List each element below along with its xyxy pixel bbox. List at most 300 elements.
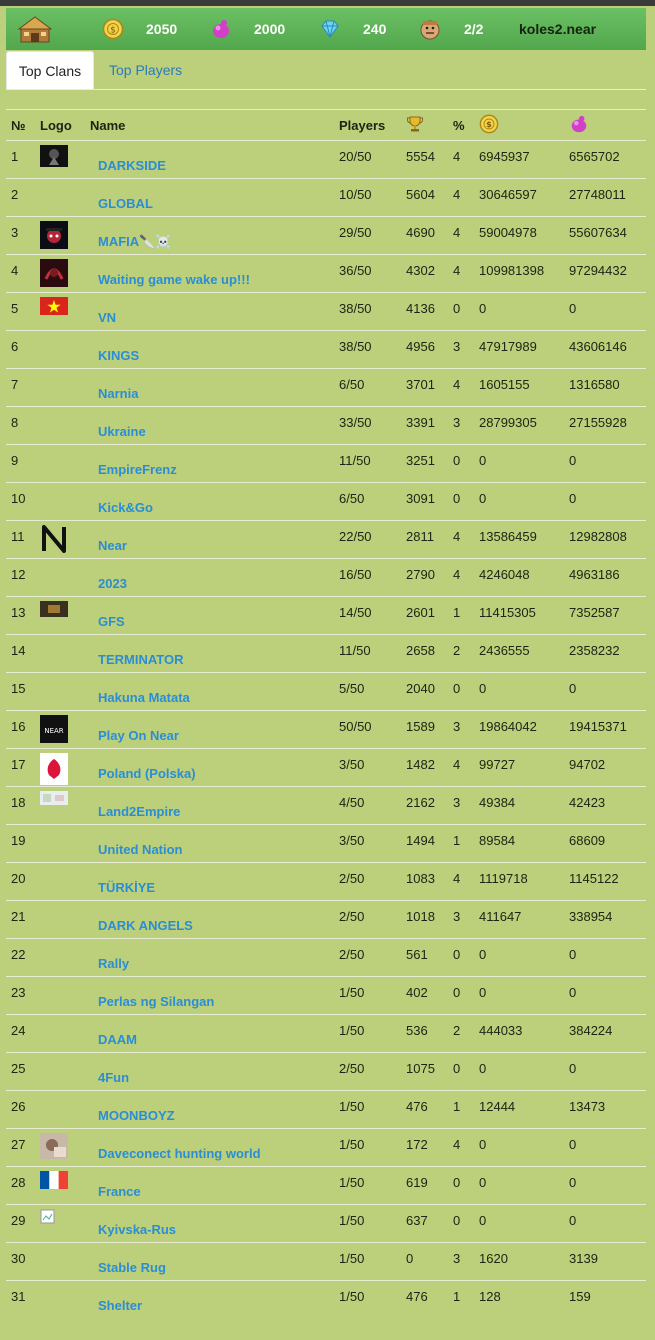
clan-name-link[interactable]: Poland (Polska) [98, 766, 196, 781]
table-row [6, 179, 646, 217]
clan-percent: 1 [448, 1281, 474, 1319]
clan-logo [35, 1281, 85, 1319]
clan-players: 1/50 [334, 1281, 401, 1319]
table-row [6, 217, 646, 255]
col-name: Name [85, 110, 334, 141]
clan-rank: 28 [6, 1167, 35, 1205]
clan-trophies: 2658 [401, 635, 448, 673]
svg-text:$: $ [486, 118, 492, 129]
clan-name-link[interactable]: 4Fun [98, 1070, 130, 1085]
clan-trophies: 5554 [401, 141, 448, 179]
table-row [6, 407, 646, 445]
table-row [6, 141, 646, 179]
clan-gold: 1119718 [474, 863, 564, 901]
clan-elixir: 55607634 [564, 217, 646, 255]
clan-players: 1/50 [334, 977, 401, 1015]
clan-name-link[interactable]: Perlas ng Silangan [98, 994, 215, 1009]
clan-logo [35, 673, 85, 711]
clan-gold: 59004978 [474, 217, 564, 255]
clan-percent: 2 [448, 635, 474, 673]
table-row [6, 1167, 646, 1205]
clan-players: 4/50 [334, 787, 401, 825]
col-number: № [6, 110, 35, 141]
clan-percent: 4 [448, 863, 474, 901]
clan-logo-vn-icon [40, 297, 85, 315]
clan-elixir: 2358232 [564, 635, 646, 673]
table-row [6, 369, 646, 407]
clan-rank: 16 [6, 711, 35, 749]
clan-players: 10/50 [334, 179, 401, 217]
clan-players: 6/50 [334, 483, 401, 521]
clan-players: 3/50 [334, 825, 401, 863]
clan-rank: 19 [6, 825, 35, 863]
clan-trophies: 4690 [401, 217, 448, 255]
clan-gold: 0 [474, 483, 564, 521]
clan-name-cell [85, 863, 334, 901]
clan-name-link[interactable]: TÜRKİYE [98, 880, 156, 895]
table-row [6, 1053, 646, 1091]
clan-gold: 30646597 [474, 179, 564, 217]
clan-name-cell [85, 293, 334, 331]
clan-percent: 0 [448, 977, 474, 1015]
elixir-drop-icon [210, 18, 232, 40]
clan-gold: 47917989 [474, 331, 564, 369]
clan-gold: 0 [474, 445, 564, 483]
clan-trophies: 561 [401, 939, 448, 977]
clan-gold: 411647 [474, 901, 564, 939]
clan-rank: 29 [6, 1205, 35, 1243]
clan-players: 22/50 [334, 521, 401, 559]
gems-stat [319, 8, 387, 50]
clan-rank: 30 [6, 1243, 35, 1281]
clan-gold: 13586459 [474, 521, 564, 559]
clan-logo [35, 901, 85, 939]
clan-logo [35, 407, 85, 445]
town-hall-icon[interactable] [18, 14, 52, 49]
clan-name-cell [85, 1091, 334, 1129]
clan-name-link[interactable]: DARKSIDE [98, 158, 166, 173]
clan-trophies: 172 [401, 1129, 448, 1167]
clan-players: 6/50 [334, 369, 401, 407]
clan-percent: 0 [448, 1167, 474, 1205]
clan-players: 14/50 [334, 597, 401, 635]
clan-logo [35, 863, 85, 901]
clan-gold: 4246048 [474, 559, 564, 597]
clan-name-cell [85, 1243, 334, 1281]
clan-name-link[interactable]: 2023 [98, 576, 127, 591]
clan-elixir: 384224 [564, 1015, 646, 1053]
clan-name-cell [85, 901, 334, 939]
clan-name-cell [85, 559, 334, 597]
clan-logo-france-icon [40, 1171, 85, 1189]
table-row [6, 863, 646, 901]
clan-logo-gfs-icon [40, 601, 85, 617]
clan-percent: 4 [448, 521, 474, 559]
tab-top-clans[interactable]: Top Clans [6, 51, 94, 89]
clan-name-link[interactable]: MAFIA🔪☠️ [98, 234, 172, 249]
clan-logo [35, 445, 85, 483]
clan-trophies: 637 [401, 1205, 448, 1243]
clan-gold: 0 [474, 673, 564, 711]
clan-percent: 3 [448, 787, 474, 825]
table-row [6, 483, 646, 521]
clan-name-link[interactable]: Land2Empire [98, 804, 181, 819]
clan-percent: 0 [448, 939, 474, 977]
gold-coin-icon [479, 118, 499, 137]
clan-name-cell [85, 673, 334, 711]
clan-name-link[interactable]: Waiting game wake up!!! [98, 272, 250, 287]
clan-rank: 12 [6, 559, 35, 597]
clan-players: 16/50 [334, 559, 401, 597]
clan-players: 11/50 [334, 635, 401, 673]
clan-percent: 0 [448, 445, 474, 483]
clan-rank: 20 [6, 863, 35, 901]
clan-rank: 31 [6, 1281, 35, 1319]
clan-trophies: 2790 [401, 559, 448, 597]
gems-amount: 240 [363, 21, 387, 37]
clan-rank: 5 [6, 293, 35, 331]
clan-name-cell [85, 1015, 334, 1053]
clan-name-link[interactable]: GFS [98, 614, 125, 629]
table-row [6, 331, 646, 369]
svg-text:NEAR: NEAR [44, 727, 64, 735]
clan-gold: 12444 [474, 1091, 564, 1129]
elixir-amount: 2000 [254, 21, 286, 37]
clan-elixir: 94702 [564, 749, 646, 787]
table-row [6, 825, 646, 863]
clan-players: 5/50 [334, 673, 401, 711]
clan-players: 20/50 [334, 141, 401, 179]
clan-name-link[interactable]: DAAM [98, 1032, 137, 1047]
clan-elixir: 1316580 [564, 369, 646, 407]
clan-elixir: 1145122 [564, 863, 646, 901]
clan-rank: 24 [6, 1015, 35, 1053]
elixir-drop-icon [569, 122, 589, 137]
clan-elixir: 12982808 [564, 521, 646, 559]
table-row [6, 939, 646, 977]
clan-logo-poland-icon [40, 753, 85, 785]
clan-logo [35, 597, 85, 635]
clan-percent: 4 [448, 255, 474, 293]
clan-logo-near-icon [40, 525, 85, 553]
clan-logo-land2empire-icon [40, 791, 85, 805]
clan-name-cell [85, 407, 334, 445]
clan-name-link[interactable]: DARK ANGELS [98, 918, 193, 933]
clan-name-link[interactable]: United Nation [98, 842, 183, 857]
clan-players: 2/50 [334, 939, 401, 977]
clan-players: 1/50 [334, 1129, 401, 1167]
clan-name-cell [85, 1129, 334, 1167]
clan-rank: 10 [6, 483, 35, 521]
clan-elixir: 19415371 [564, 711, 646, 749]
trophy-icon [406, 121, 424, 136]
clan-gold: 11415305 [474, 597, 564, 635]
clan-gold: 0 [474, 1205, 564, 1243]
clan-logo-waiting-icon [40, 259, 85, 287]
clan-percent: 2 [448, 1015, 474, 1053]
table-row [6, 635, 646, 673]
clan-trophies: 1083 [401, 863, 448, 901]
table-row [6, 521, 646, 559]
clan-players: 1/50 [334, 1091, 401, 1129]
clan-percent: 3 [448, 711, 474, 749]
clan-name-link[interactable]: Kyivska-Rus [98, 1222, 177, 1237]
clan-gold: 28799305 [474, 407, 564, 445]
table-row [6, 255, 646, 293]
clan-trophies: 2601 [401, 597, 448, 635]
clan-name-link[interactable]: GLOBAL [98, 196, 153, 211]
clan-logo-mafia-icon [40, 221, 85, 249]
col-logo: Logo [35, 110, 85, 141]
clan-rank: 2 [6, 179, 35, 217]
table-row [6, 559, 646, 597]
col-trophies [401, 110, 448, 141]
clan-trophies: 2040 [401, 673, 448, 711]
clan-trophies: 3251 [401, 445, 448, 483]
clan-name-cell [85, 1205, 334, 1243]
clan-rank: 23 [6, 977, 35, 1015]
clan-rank: 1 [6, 141, 35, 179]
clan-elixir: 68609 [564, 825, 646, 863]
clan-gold: 49384 [474, 787, 564, 825]
clan-gold: 0 [474, 1129, 564, 1167]
clan-logo [35, 179, 85, 217]
clan-trophies: 3391 [401, 407, 448, 445]
clan-players: 38/50 [334, 293, 401, 331]
table-row [6, 711, 646, 749]
workers-stat [419, 8, 484, 50]
clan-name-link[interactable]: France [98, 1184, 141, 1199]
clan-percent: 4 [448, 179, 474, 217]
clan-elixir: 27155928 [564, 407, 646, 445]
clan-rank: 4 [6, 255, 35, 293]
clan-name-link[interactable]: Daveconect hunting world [98, 1146, 261, 1161]
clan-logo [35, 787, 85, 825]
col-gold [474, 110, 564, 141]
clan-trophies: 2811 [401, 521, 448, 559]
clan-rank: 7 [6, 369, 35, 407]
clan-name-cell [85, 977, 334, 1015]
clan-name-link[interactable]: Ukraine [98, 424, 146, 439]
clan-elixir: 0 [564, 483, 646, 521]
clan-name-cell [85, 331, 334, 369]
clan-logo [35, 977, 85, 1015]
gold-amount: 2050 [146, 21, 178, 37]
clan-rank: 26 [6, 1091, 35, 1129]
clan-trophies: 4302 [401, 255, 448, 293]
table-row [6, 1091, 646, 1129]
clan-logo [35, 331, 85, 369]
table-row [6, 977, 646, 1015]
clan-percent: 0 [448, 673, 474, 711]
clan-gold: 89584 [474, 825, 564, 863]
clan-logo [35, 559, 85, 597]
clan-logo [35, 293, 85, 331]
clan-elixir: 0 [564, 1167, 646, 1205]
clan-trophies: 4136 [401, 293, 448, 331]
clan-gold: 1620 [474, 1243, 564, 1281]
clan-rank: 3 [6, 217, 35, 255]
clan-percent: 0 [448, 483, 474, 521]
clan-percent: 4 [448, 141, 474, 179]
table-row [6, 1243, 646, 1281]
clan-name-link[interactable]: VN [98, 310, 117, 325]
window-top-border [0, 0, 655, 6]
clan-name-link[interactable]: Kick&Go [98, 500, 153, 515]
clan-name-link[interactable]: KINGS [98, 348, 140, 363]
clan-trophies: 476 [401, 1281, 448, 1319]
clan-players: 11/50 [334, 445, 401, 483]
clan-elixir: 13473 [564, 1091, 646, 1129]
table-row [6, 1129, 646, 1167]
clan-gold: 0 [474, 977, 564, 1015]
table-row [6, 597, 646, 635]
clan-elixir: 6565702 [564, 141, 646, 179]
clan-rank: 22 [6, 939, 35, 977]
tab-top-players[interactable]: Top Players [109, 62, 183, 78]
clan-name-cell [85, 597, 334, 635]
clan-trophies: 402 [401, 977, 448, 1015]
clan-logo [35, 217, 85, 255]
clan-logo [35, 369, 85, 407]
clan-logo [35, 749, 85, 787]
clan-logo [35, 939, 85, 977]
clan-players: 50/50 [334, 711, 401, 749]
clan-rank: 27 [6, 1129, 35, 1167]
leaderboard-tabs [6, 51, 646, 90]
clan-rank: 8 [6, 407, 35, 445]
clan-elixir: 0 [564, 939, 646, 977]
clan-trophies: 3091 [401, 483, 448, 521]
clan-logo [35, 255, 85, 293]
clan-name-link[interactable]: Narnia [98, 386, 139, 401]
clan-name-link[interactable]: Stable Rug [98, 1260, 166, 1275]
clan-players: 3/50 [334, 749, 401, 787]
clan-gold: 128 [474, 1281, 564, 1319]
clan-gold: 0 [474, 939, 564, 977]
clan-name-link[interactable]: EmpireFrenz [98, 462, 177, 477]
clan-name-link[interactable]: Play On Near [98, 728, 179, 743]
clan-trophies: 1589 [401, 711, 448, 749]
clan-gold: 99727 [474, 749, 564, 787]
clan-logo-broken-icon [40, 1209, 85, 1225]
clan-trophies: 4956 [401, 331, 448, 369]
clan-logo [35, 1129, 85, 1167]
clan-elixir: 27748011 [564, 179, 646, 217]
clan-trophies: 0 [401, 1243, 448, 1281]
clan-rank: 18 [6, 787, 35, 825]
account-username[interactable]: koles2.near [519, 21, 597, 37]
clan-elixir: 0 [564, 445, 646, 483]
clan-gold: 0 [474, 1053, 564, 1091]
clan-name-cell [85, 483, 334, 521]
clan-players: 2/50 [334, 901, 401, 939]
clan-elixir: 159 [564, 1281, 646, 1319]
clan-percent: 0 [448, 1053, 474, 1091]
clan-trophies: 1482 [401, 749, 448, 787]
clan-trophies: 3701 [401, 369, 448, 407]
gem-icon [319, 18, 341, 40]
clan-elixir: 42423 [564, 787, 646, 825]
clan-players: 38/50 [334, 331, 401, 369]
clan-rank: 17 [6, 749, 35, 787]
clan-trophies: 2162 [401, 787, 448, 825]
clan-name-link[interactable]: Rally [98, 956, 130, 971]
clan-rank: 6 [6, 331, 35, 369]
clan-elixir: 0 [564, 977, 646, 1015]
clan-elixir: 0 [564, 673, 646, 711]
clan-logo [35, 1205, 85, 1243]
table-row [6, 1015, 646, 1053]
clan-percent: 1 [448, 597, 474, 635]
clan-elixir: 43606146 [564, 331, 646, 369]
clan-percent: 4 [448, 369, 474, 407]
clan-players: 1/50 [334, 1015, 401, 1053]
clan-logo [35, 141, 85, 179]
clan-logo [35, 1167, 85, 1205]
clan-logo-playonnear-icon [40, 715, 85, 743]
clan-logo [35, 1091, 85, 1129]
clan-rank: 9 [6, 445, 35, 483]
clan-logo [35, 635, 85, 673]
clan-elixir: 4963186 [564, 559, 646, 597]
clan-logo [35, 1015, 85, 1053]
gold-stat [102, 8, 178, 50]
clan-logo [35, 825, 85, 863]
clan-percent: 3 [448, 407, 474, 445]
clan-gold: 0 [474, 1167, 564, 1205]
clan-players: 1/50 [334, 1167, 401, 1205]
clan-name-cell [85, 635, 334, 673]
clan-name-link[interactable]: Hakuna Matata [98, 690, 190, 705]
clan-logo [35, 1243, 85, 1281]
clan-percent: 1 [448, 1091, 474, 1129]
clan-logo [35, 521, 85, 559]
clan-rank: 25 [6, 1053, 35, 1091]
clan-name-cell [85, 1167, 334, 1205]
table-row [6, 1281, 646, 1319]
clan-percent: 0 [448, 293, 474, 331]
clan-name-cell [85, 825, 334, 863]
clan-percent: 3 [448, 1243, 474, 1281]
clan-logo [35, 711, 85, 749]
clan-gold: 6945937 [474, 141, 564, 179]
clan-name-link[interactable]: Shelter [98, 1298, 143, 1313]
resource-header [6, 8, 646, 50]
table-row [6, 749, 646, 787]
clan-logo [35, 483, 85, 521]
clan-name-link[interactable]: TERMINATOR [98, 652, 184, 667]
clan-name-link[interactable]: MOONBOYZ [98, 1108, 175, 1123]
clan-name-cell [85, 179, 334, 217]
clan-trophies: 476 [401, 1091, 448, 1129]
col-elixir [564, 110, 646, 141]
clan-percent: 3 [448, 331, 474, 369]
clan-percent: 1 [448, 825, 474, 863]
clan-percent: 4 [448, 559, 474, 597]
clan-name-cell [85, 369, 334, 407]
clan-rank: 13 [6, 597, 35, 635]
clan-name-link[interactable]: Near [98, 538, 127, 553]
clan-players: 2/50 [334, 1053, 401, 1091]
clan-name-cell [85, 141, 334, 179]
clan-logo-daveconect-icon [40, 1133, 85, 1159]
clan-elixir: 0 [564, 293, 646, 331]
col-players: Players [334, 110, 401, 141]
clan-players: 1/50 [334, 1243, 401, 1281]
table-row [6, 673, 646, 711]
clan-gold: 0 [474, 293, 564, 331]
